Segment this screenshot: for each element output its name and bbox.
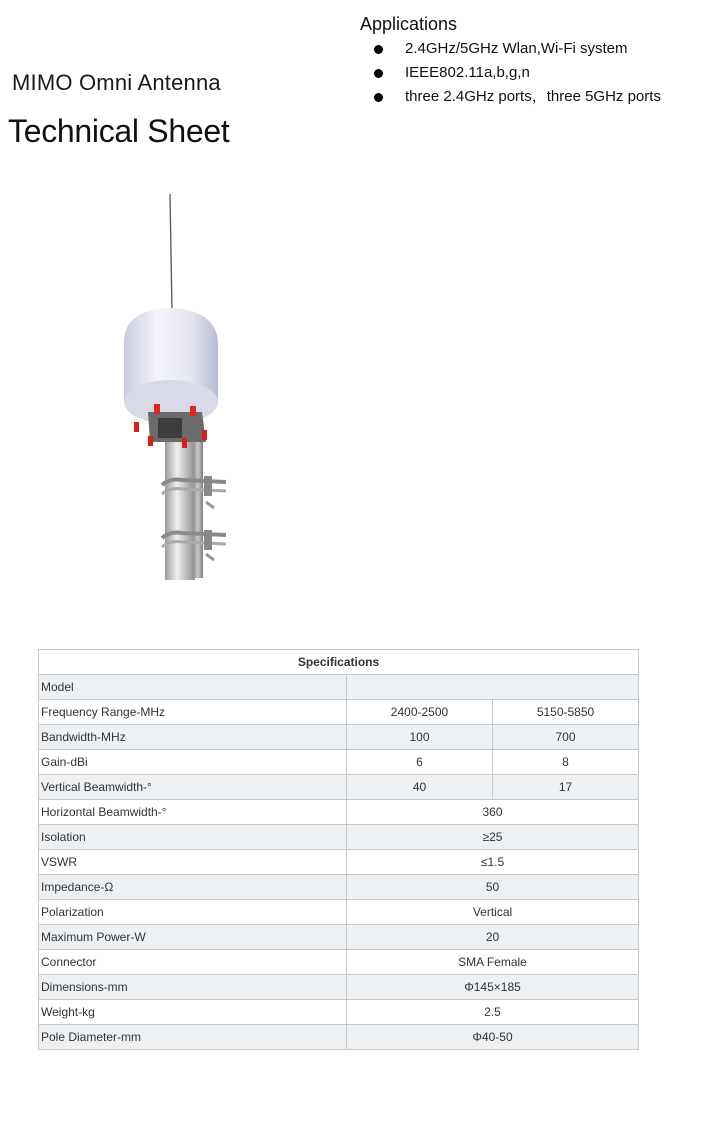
spec-label: Model [39, 675, 347, 700]
spec-label: Polarization [39, 900, 347, 925]
table-row [39, 775, 639, 800]
applications-list [360, 37, 661, 109]
spec-value: 2.5 [347, 1000, 639, 1025]
spec-label: Frequency Range-MHz [39, 700, 347, 725]
spec-value-5ghz: 700 [493, 725, 639, 750]
spec-label: Pole Diameter-mm [39, 1025, 347, 1050]
table-row [39, 800, 639, 825]
application-text: IEEE802.11a,b,g,n [405, 64, 530, 81]
spec-value: 20 [347, 925, 639, 950]
spec-label: Weight-kg [39, 1000, 347, 1025]
spec-value: SMA Female [347, 950, 639, 975]
table-row [39, 875, 639, 900]
spec-value-2-4ghz: 6 [347, 750, 493, 775]
applications-section [360, 14, 661, 109]
spec-label: Vertical Beamwidth-° [39, 775, 347, 800]
table-row [39, 725, 639, 750]
antenna-product-image [110, 190, 250, 585]
spec-value: 50 [347, 875, 639, 900]
table-row [39, 850, 639, 875]
specifications-title: Specifications [39, 650, 639, 675]
table-row [39, 975, 639, 1000]
spec-value-2-4ghz: 100 [347, 725, 493, 750]
application-item [360, 85, 661, 109]
spec-label: Bandwidth-MHz [39, 725, 347, 750]
bullet-icon [374, 45, 383, 54]
spec-value: ≤1.5 [347, 850, 639, 875]
table-row [39, 750, 639, 775]
application-text: three 2.4GHz ports，three 5GHz ports [405, 88, 661, 105]
table-row [39, 950, 639, 975]
spec-label: VSWR [39, 850, 347, 875]
spec-value-2-4ghz: 40 [347, 775, 493, 800]
sheet-title: Technical Sheet [8, 113, 230, 149]
spec-label: Dimensions-mm [39, 975, 347, 1000]
table-row [39, 700, 639, 725]
specifications-table [38, 649, 639, 1050]
table-row [39, 1025, 639, 1050]
bullet-icon [374, 69, 383, 78]
spec-value-5ghz: 5150-5850 [493, 700, 639, 725]
application-item [360, 37, 661, 61]
spec-label: Gain-dBi [39, 750, 347, 775]
table-row [39, 900, 639, 925]
spec-value: ≥25 [347, 825, 639, 850]
product-title: MIMO Omni Antenna [12, 70, 221, 95]
spec-value-5ghz: 8 [493, 750, 639, 775]
table-row [39, 675, 639, 700]
table-row [39, 925, 639, 950]
spec-label: Maximum Power-W [39, 925, 347, 950]
spec-label: Impedance-Ω [39, 875, 347, 900]
application-text: 2.4GHz/5GHz Wlan,Wi-Fi system [405, 40, 628, 57]
spec-value: Vertical [347, 900, 639, 925]
spec-value-5ghz: 17 [493, 775, 639, 800]
spec-label: Isolation [39, 825, 347, 850]
application-item [360, 61, 661, 85]
table-row [39, 825, 639, 850]
spec-label: Connector [39, 950, 347, 975]
spec-value: Φ40-50 [347, 1025, 639, 1050]
bullet-icon [374, 93, 383, 102]
applications-heading: Applications [360, 14, 458, 34]
spec-value: 360 [347, 800, 639, 825]
spec-value-2-4ghz: 2400-2500 [347, 700, 493, 725]
table-row [39, 1000, 639, 1025]
spec-value: Φ145×185 [347, 975, 639, 1000]
spec-value [347, 675, 639, 700]
spec-label: Horizontal Beamwidth-° [39, 800, 347, 825]
